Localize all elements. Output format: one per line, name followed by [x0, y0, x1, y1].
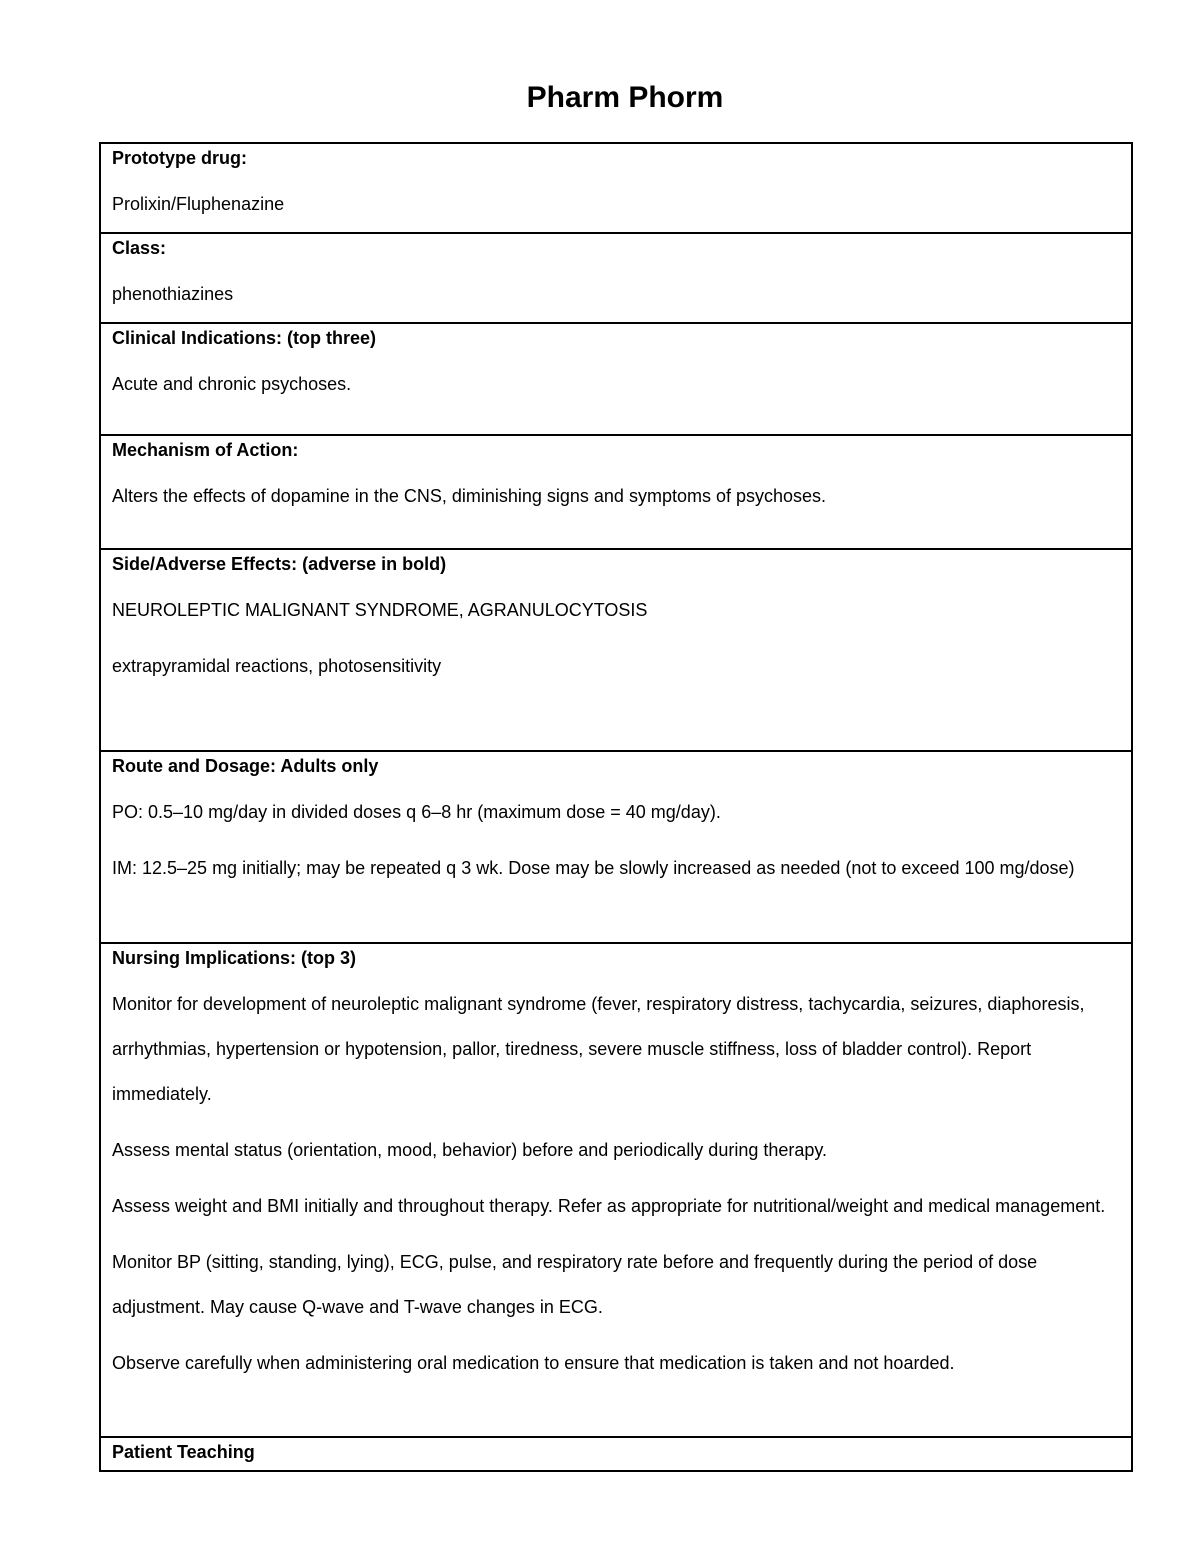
adverse-effects-text: NEUROLEPTIC MALIGNANT SYNDROME, AGRANULOCYTOSIS	[112, 600, 648, 620]
nursing-implications-label: Nursing Implications: (top 3)	[112, 948, 357, 968]
patient-teaching-row	[100, 1437, 1132, 1471]
side-effects-cell	[100, 549, 1132, 751]
route-im-text: IM: 12.5–25 mg initially; may be repeated q 3 wk. Dose may be slowly increased as needed (not to exceed 100 mg/dose)	[112, 858, 1075, 878]
class-label: Class:	[112, 238, 167, 258]
class-value: phenothiazines	[112, 284, 234, 304]
nursing-implications-cell	[100, 943, 1132, 1437]
prototype-drug-cell	[100, 143, 1132, 233]
indications-label: Clinical Indications: (top three)	[112, 328, 377, 348]
mechanism-label: Mechanism of Action:	[112, 440, 299, 460]
nursing-item-vitals: Monitor BP (sitting, standing, lying), ECG, pulse, and respiratory rate before and frequently during the period of dose adjustment. May cause Q-wave and T-wave changes in ECG.	[112, 1252, 1038, 1317]
route-dosage-cell	[100, 751, 1132, 943]
route-po-text: PO: 0.5–10 mg/day in divided doses q 6–8 hr (maximum dose = 40 mg/day).	[112, 802, 721, 822]
nursing-item-oral-med: Observe carefully when administering oral medication to ensure that medication is taken and not hoarded.	[112, 1353, 955, 1373]
prototype-drug-row	[100, 143, 1132, 233]
patient-teaching-cell	[100, 1437, 1132, 1471]
class-row	[100, 233, 1132, 323]
side-effects-label: Side/Adverse Effects: (adverse in bold)	[112, 554, 447, 574]
mechanism-value: Alters the effects of dopamine in the CNS, diminishing signs and symptoms of psychoses.	[112, 486, 827, 506]
route-dosage-row	[100, 751, 1132, 943]
class-cell	[100, 233, 1132, 323]
nursing-implications-row	[100, 943, 1132, 1437]
indications-row	[100, 323, 1132, 435]
nursing-item-mental-status: Assess mental status (orientation, mood, behavior) before and periodically during therapy.	[112, 1140, 828, 1160]
mechanism-cell	[100, 435, 1132, 549]
patient-teaching-label: Patient Teaching	[112, 1442, 255, 1462]
mechanism-row	[100, 435, 1132, 549]
nursing-item-weight: Assess weight and BMI initially and throughout therapy. Refer as appropriate for nutritional/weight and medical management.	[112, 1196, 1106, 1216]
route-dosage-label: Route and Dosage: Adults only	[112, 756, 379, 776]
indications-cell	[100, 323, 1132, 435]
nursing-item-nms: Monitor for development of neuroleptic malignant syndrome (fever, respiratory distress, tachycardia, seizures, diaphoresis, arrhythmias, hypertension or hypotension, pallor, tiredness, severe muscle stiffness, loss of bladder control). Report immediately.	[112, 994, 1085, 1104]
prototype-drug-value: Prolixin/Fluphenazine	[112, 194, 285, 214]
side-effects-text: extrapyramidal reactions, photosensitivity	[112, 656, 442, 676]
indications-value: Acute and chronic psychoses.	[112, 374, 352, 394]
pharm-form-table	[99, 142, 1133, 1472]
page-title: Pharm Phorm	[526, 81, 724, 114]
side-effects-row	[100, 549, 1132, 751]
prototype-drug-label: Prototype drug:	[112, 148, 247, 168]
